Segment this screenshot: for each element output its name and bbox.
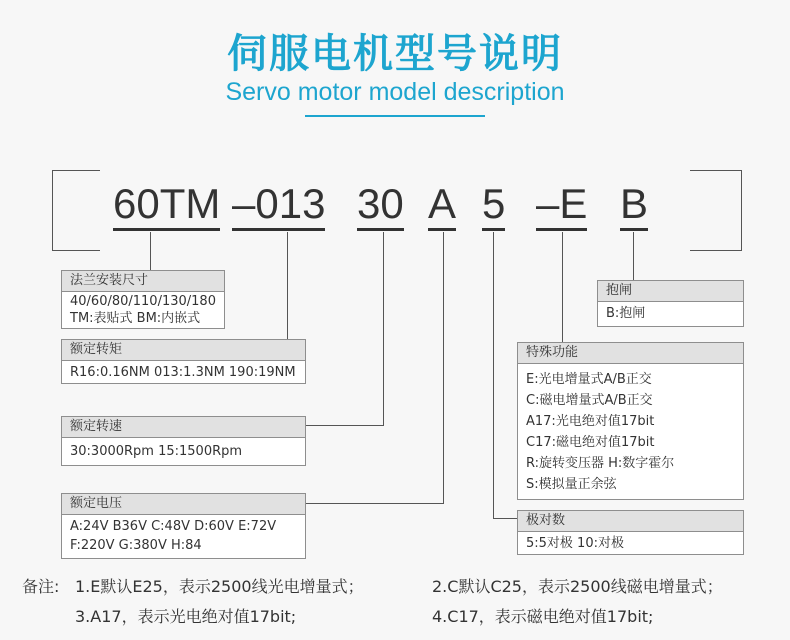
torque-box — [61, 339, 306, 384]
voltage-box-line-1: A:24V B36V C:48V D:60V E:72V — [70, 519, 277, 534]
special-box-line-2: C:磁电增量式A/B正交 — [526, 393, 653, 408]
torque-box-title: 额定转矩 — [62, 340, 305, 361]
connector-speed-h — [305, 425, 384, 426]
poles-box-title: 极对数 — [518, 511, 743, 532]
bracket-right-bottom — [690, 250, 742, 251]
code-poles: 5 — [482, 180, 505, 231]
connector-speed-v — [383, 232, 384, 426]
code-speed: 30 — [357, 180, 404, 231]
voltage-box — [61, 493, 306, 559]
voltage-box-line-2: F:220V G:380V H:84 — [70, 538, 202, 553]
note-2: 2.C默认C25，表示2500线磁电增量式； — [432, 577, 723, 596]
special-box-line-1: E:光电增量式A/B正交 — [526, 372, 652, 387]
connector-voltage-h — [305, 503, 444, 504]
connector-flange — [150, 232, 151, 270]
code-torque: –013 — [232, 180, 325, 231]
flange-box-line-1: 40/60/80/110/130/180 — [70, 294, 216, 309]
special-box-line-4: C17:磁电绝对值17bit — [526, 435, 655, 450]
note-3: 3.A17，表示光电绝对值17bit; — [75, 607, 297, 626]
special-box-line-3: A17:光电绝对值17bit — [526, 414, 655, 429]
voltage-box-title: 额定电压 — [62, 494, 305, 515]
special-box-line-6: S:模拟量正余弦 — [526, 477, 617, 492]
bracket-right-top — [690, 170, 742, 171]
special-box-title: 特殊功能 — [518, 343, 743, 364]
brake-box — [597, 280, 744, 327]
poles-box-line-1: 5:5对极 10:对极 — [526, 536, 624, 551]
bracket-left-vert — [52, 170, 53, 250]
page-subtitle: Servo motor model description — [225, 78, 565, 106]
flange-box-title: 法兰安装尺寸 — [62, 271, 224, 292]
connector-poles-v — [493, 232, 494, 519]
flange-box — [61, 270, 225, 329]
bracket-left-bottom — [52, 250, 100, 251]
speed-box-title: 额定转速 — [62, 417, 305, 438]
bracket-right-vert — [741, 170, 742, 250]
brake-box-title: 抱闸 — [598, 281, 743, 302]
code-voltage: A — [428, 180, 456, 231]
code-special: –E — [536, 180, 587, 231]
brake-box-line-1: B:抱闸 — [606, 306, 646, 321]
special-box — [517, 342, 744, 500]
note-1: 1.E默认E25，表示2500线光电增量式； — [75, 577, 364, 596]
connector-torque — [287, 232, 288, 339]
connector-brake — [633, 232, 634, 280]
connector-poles-h — [493, 518, 517, 519]
connector-special — [562, 232, 563, 342]
notes-label: 备注: — [22, 577, 60, 596]
page-title: 伺服电机型号说明 — [227, 31, 563, 77]
speed-box-line-1: 30:3000Rpm 15:1500Rpm — [70, 444, 243, 459]
bracket-left-top — [52, 170, 100, 171]
flange-box-line-2: TM:表贴式 BM:内嵌式 — [70, 311, 201, 326]
speed-box — [61, 416, 306, 466]
code-brake: B — [620, 180, 648, 231]
special-box-line-5: R:旋转变压器 H:数字霍尔 — [526, 456, 675, 471]
note-4: 4.C17，表示磁电绝对值17bit; — [432, 607, 654, 626]
torque-box-line-1: R16:0.16NM 013:1.3NM 190:19NM — [70, 365, 296, 380]
connector-voltage-v — [443, 232, 444, 504]
title-underline — [305, 115, 485, 117]
code-flange: 60TM — [113, 180, 220, 231]
poles-box — [517, 510, 744, 555]
